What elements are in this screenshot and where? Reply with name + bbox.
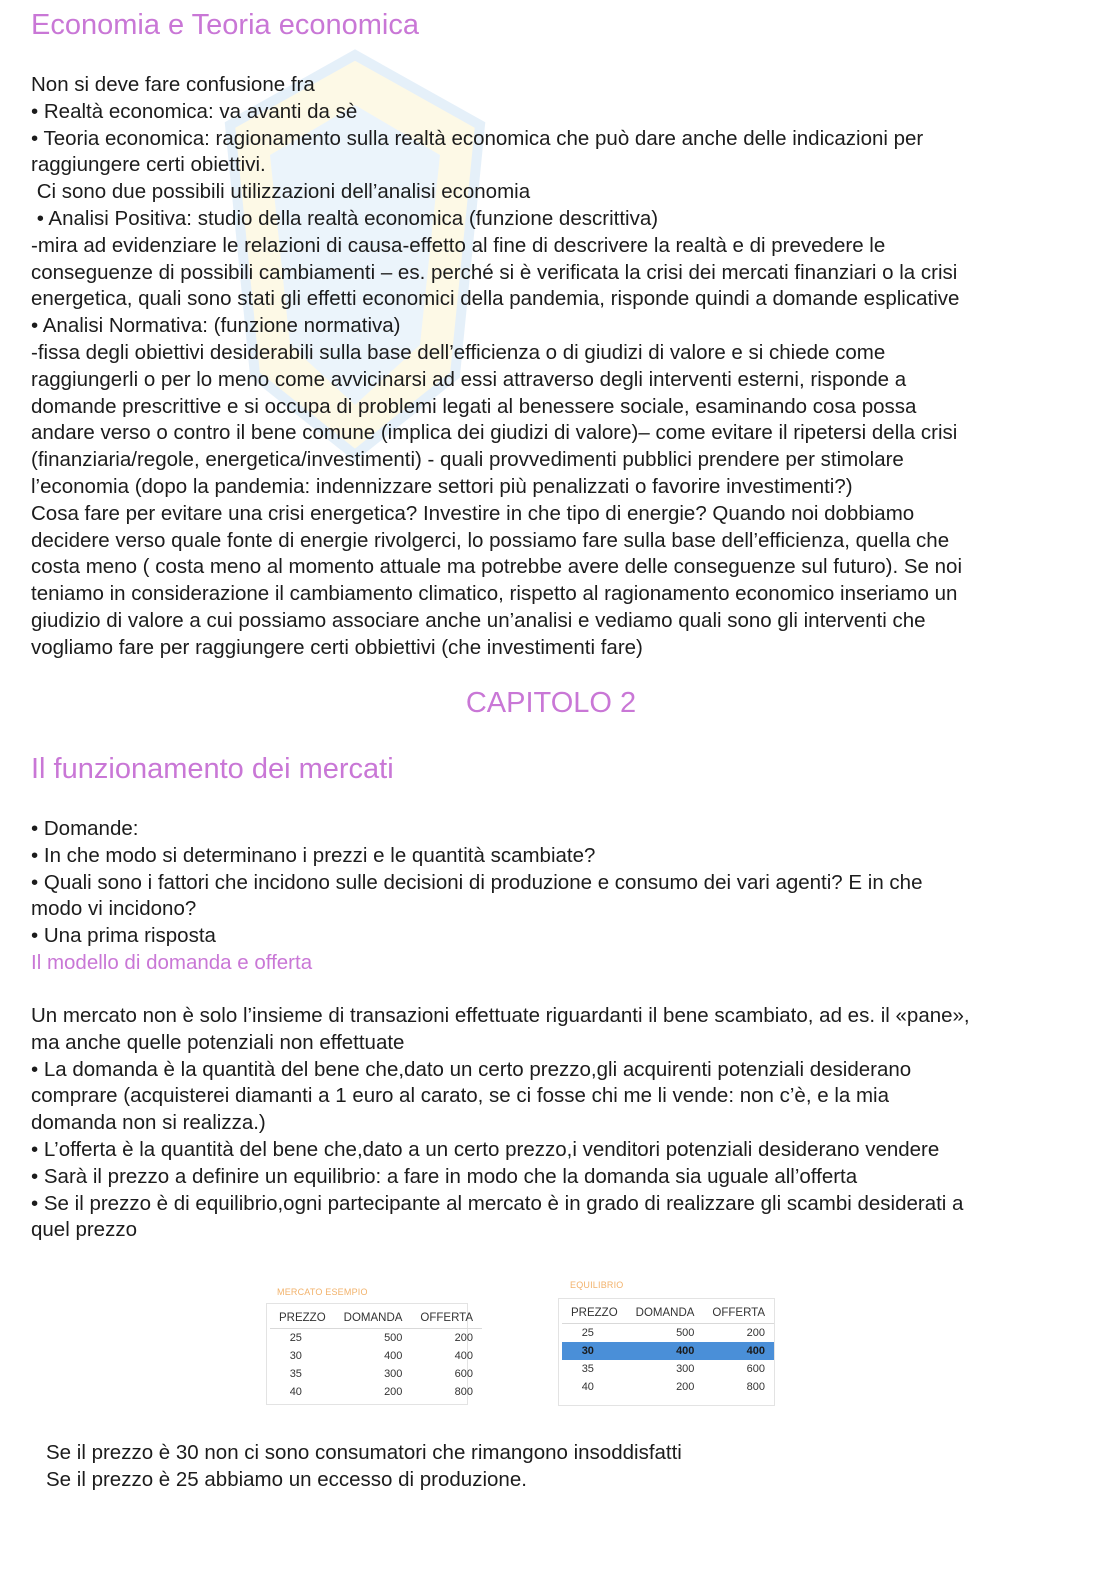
text-line: quel prezzo [31, 1218, 137, 1242]
table-cell: 30 [562, 1342, 627, 1360]
header-cell: PREZZO [562, 1303, 627, 1324]
table-cell: 35 [581, 1363, 594, 1375]
text-line: Se il prezzo è 25 abbiamo un eccesso di produzione. [46, 1467, 527, 1491]
table-cell: 35 [289, 1368, 302, 1380]
text-line: • La domanda è la quantità del bene che,dato un certo prezzo,gli acquirenti potenziali desiderano [31, 1057, 912, 1081]
text-line: • Analisi Positiva: studio della realtà economica (funzione descrittiva) [31, 206, 659, 230]
table-cell: 200 [454, 1332, 474, 1344]
text-line: (finanziaria/regole, energetica/investimenti) - quali provvedimenti pubblici prendere per stimolare [31, 448, 904, 472]
table-cell: 30 [289, 1350, 302, 1362]
table-cell: 400 [703, 1342, 774, 1360]
text-line: -mira ad evidenziare le relazioni di causa-effetto al fine di descrivere la realtà e di prevedere le [31, 233, 886, 257]
text-line: -fissa degli obiettivi desiderabili sulla base dell’efficienza o di giudizi di valore e si chiede come [31, 340, 886, 364]
text-line: domanda non si realizza.) [31, 1111, 266, 1135]
header-cell: OFFERTA [411, 1308, 482, 1329]
chapter-title: CAPITOLO 2 [465, 687, 637, 719]
text-line: • Una prima risposta [31, 924, 216, 948]
text-line: • Domande: [31, 817, 139, 840]
table-cell: 800 [746, 1381, 766, 1393]
text-line: Un mercato non è solo l’insieme di transazioni effettuate riguardanti il bene scambiato, ad es. il «pane», [31, 1004, 970, 1027]
header-cell: OFFERTA [703, 1303, 774, 1324]
header-cell: DOMANDA [335, 1308, 412, 1329]
text-line: • Teoria economica: ragionamento sulla realtà economica che può dare anche delle indicazioni per [31, 126, 924, 150]
table-cell: 600 [454, 1368, 474, 1380]
table-cell: 500 [384, 1332, 403, 1344]
text-line: energetica, quali sono stati gli effetti economici della pandemia, risponde quindi a domande esplicative [31, 287, 960, 311]
table-cell: 500 [676, 1327, 695, 1339]
table-header-row [562, 1303, 774, 1324]
equilibrium-table [562, 1303, 774, 1396]
table-cell: 400 [454, 1350, 474, 1362]
text-line: • Sarà il prezzo a definire un equilibrio: a fare in modo che la domanda sia uguale all’offerta [31, 1164, 858, 1188]
header-cell: DOMANDA [627, 1303, 704, 1324]
table-row-highlighted [562, 1342, 774, 1360]
text-line: conseguenze di possibili cambiamenti – es. perché si è verificata la crisi dei mercati finanziari o la crisi [31, 260, 958, 284]
text-line: andare verso o contro il bene comune (implica dei giudizi di valore)– come evitare il ripetersi della crisi [31, 421, 958, 445]
text-line: vogliamo fare per raggiungere certi obbiettivi (che investimenti fare) [31, 635, 643, 659]
table-row [270, 1347, 482, 1365]
table-cell: 300 [384, 1368, 403, 1380]
table-equilibrio [558, 1298, 775, 1406]
table-row [270, 1329, 482, 1348]
text-line: • Realtà economica: va avanti da sè [31, 99, 358, 123]
text-line: decidere verso quale fonte di energie rivolgerci, lo possiamo fare sulla base dell’efficienza, quella che [31, 528, 950, 552]
table-caption-equilibrio: EQUILIBRIO [570, 1280, 624, 1290]
table-cell: 200 [384, 1386, 403, 1398]
text-line: • Analisi Normativa: (funzione normativa) [31, 314, 401, 338]
subtitle-modello: Il modello di domanda e offerta [31, 950, 313, 974]
text-line: l’economia (dopo la pandemia: indennizzare settori più penalizzati o favorire investimenti?) [31, 474, 853, 498]
table-cell: 40 [289, 1386, 302, 1398]
table-mercato-esempio [266, 1303, 474, 1405]
text-line: • Se il prezzo è di equilibrio,ogni partecipante al mercato è in grado di realizzare gli scambi desiderati a [31, 1191, 964, 1215]
table-cell: 400 [627, 1342, 704, 1360]
header-cell: PREZZO [270, 1308, 335, 1329]
text-line: Ci sono due possibili utilizzazioni dell’analisi economia [31, 180, 531, 204]
text-line: domande prescrittive e si occupa di problemi legati al benessere sociale, esaminando cosa possa [31, 394, 917, 418]
table-caption-mercato: MERCATO ESEMPIO [277, 1287, 368, 1297]
table-cell: 200 [746, 1327, 766, 1339]
text-line: comprare (acquisterei diamanti a 1 euro al carato, se ci fosse chi me li vende: non c’è, e la mia [31, 1084, 889, 1108]
section-title-economia: Economia e Teoria economica [31, 9, 419, 41]
text-line: Cosa fare per evitare una crisi energetica? Investire in che tipo di energie? Quando noi dobbiamo [31, 501, 915, 525]
section1-body [31, 72, 1071, 662]
text-line: • Quali sono i fattori che incidono sulle decisioni di produzione e consumo dei vari agenti? E in che [31, 870, 923, 894]
table-cell: 25 [581, 1327, 594, 1339]
text-line: modo vi incidono? [31, 897, 197, 921]
text-line: • L’offerta è la quantità del bene che,dato a un certo prezzo,i venditori potenziali desiderano vendere [31, 1137, 940, 1161]
conclusion [46, 1440, 1086, 1494]
table-cell: 800 [454, 1386, 474, 1398]
table-header-row [270, 1308, 482, 1329]
table-row [270, 1365, 482, 1383]
table-cell: 400 [384, 1350, 403, 1362]
text-line: teniamo in considerazione il cambiamento climatico, rispetto al ragionamento economico inseriamo un [31, 582, 958, 606]
text-line: ma anche quelle potenziali non effettuate [31, 1030, 405, 1054]
table-row [562, 1378, 774, 1396]
text-line: costa meno ( costa meno al momento attuale ma potrebbe avere delle conseguenze sul futuro). Se noi [31, 555, 963, 579]
table-cell: 40 [581, 1381, 594, 1393]
section-title-mercati: Il funzionamento dei mercati [31, 753, 394, 785]
table-row [562, 1324, 774, 1343]
table-row [270, 1383, 482, 1401]
text-line: raggiungere certi obiettivi. [31, 153, 266, 177]
table-row [562, 1360, 774, 1378]
section2-body [31, 1003, 1071, 1244]
table-cell: 300 [676, 1363, 695, 1375]
table-cell: 200 [676, 1381, 695, 1393]
text-line: raggiungerli o per lo meno come avvicinarsi ad essi attraverso degli interventi esterni, risponde a [31, 367, 907, 391]
table-cell: 600 [746, 1363, 766, 1375]
section2-questions [31, 816, 1071, 977]
text-line: Se il prezzo è 30 non ci sono consumatori che rimangono insoddisfatti [46, 1441, 682, 1464]
text-line: giudizio di valore a cui possiamo associare anche un’analisi e vediamo quali sono gli interventi che [31, 608, 926, 632]
text-line: • In che modo si determinano i prezzi e le quantità scambiate? [31, 843, 596, 867]
text-line: Non si deve fare confusione fra [31, 73, 315, 96]
market-table [270, 1308, 482, 1401]
table-cell: 25 [289, 1332, 302, 1344]
